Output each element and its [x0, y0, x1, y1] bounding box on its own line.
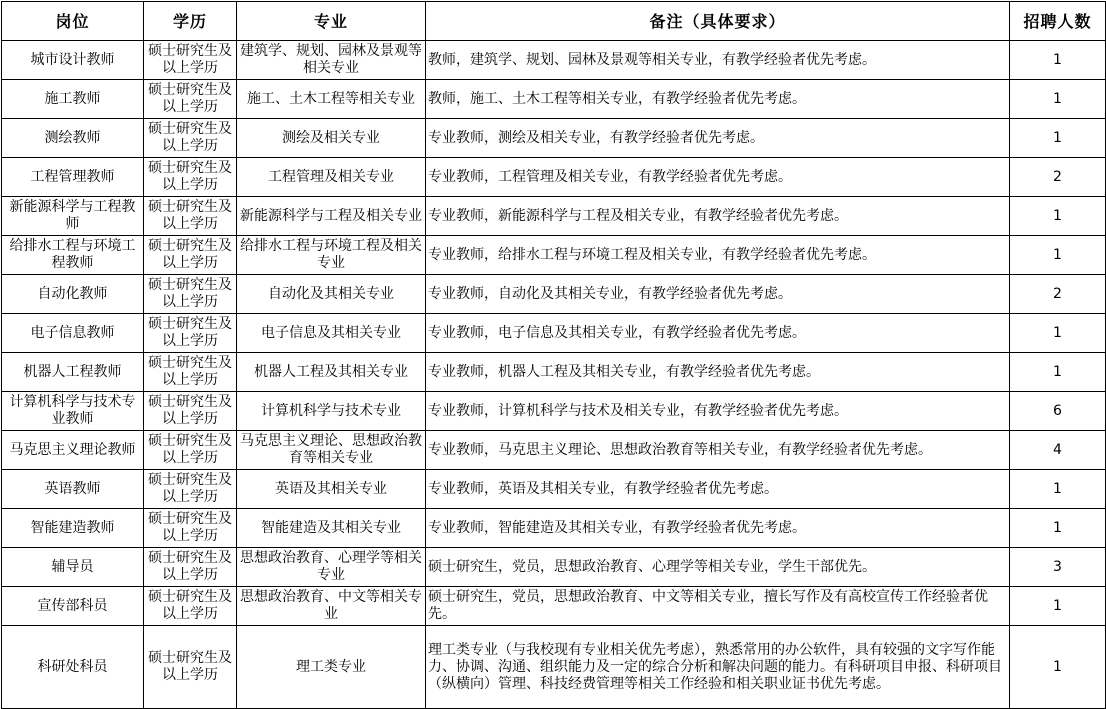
cell-count: 1 — [1010, 41, 1106, 80]
cell-position: 智能建造教师 — [2, 509, 144, 548]
cell-education: 硕士研究生及以上学历 — [144, 80, 237, 119]
cell-major: 测绘及相关专业 — [237, 119, 426, 158]
cell-major: 电子信息及其相关专业 — [237, 314, 426, 353]
cell-position: 马克思主义理论教师 — [2, 431, 144, 470]
cell-education: 硕士研究生及以上学历 — [144, 392, 237, 431]
cell-major: 英语及其相关专业 — [237, 470, 426, 509]
cell-position: 科研处科员 — [2, 626, 144, 709]
cell-remark: 专业教师，马克思主义理论、思想政治教育等相关专业，有教学经验者优先考虑。 — [426, 431, 1010, 470]
cell-major: 自动化及其相关专业 — [237, 275, 426, 314]
table-body — [2, 41, 1106, 709]
cell-education: 硕士研究生及以上学历 — [144, 548, 237, 587]
table-row — [2, 41, 1106, 80]
cell-count: 1 — [1010, 353, 1106, 392]
cell-major: 工程管理及相关专业 — [237, 158, 426, 197]
cell-count: 1 — [1010, 470, 1106, 509]
recruitment-table — [1, 1, 1106, 709]
cell-position: 新能源科学与工程教师 — [2, 197, 144, 236]
cell-remark: 教师，施工、土木工程等相关专业，有教学经验者优先考虑。 — [426, 80, 1010, 119]
cell-position: 英语教师 — [2, 470, 144, 509]
cell-education: 硕士研究生及以上学历 — [144, 509, 237, 548]
cell-major: 智能建造及其相关专业 — [237, 509, 426, 548]
cell-remark: 专业教师，智能建造及其相关专业，有教学经验者优先考虑。 — [426, 509, 1010, 548]
table-row — [2, 626, 1106, 709]
cell-count: 1 — [1010, 119, 1106, 158]
header-position: 岗位 — [2, 2, 144, 41]
cell-count: 3 — [1010, 548, 1106, 587]
cell-position: 计算机科学与技术专业教师 — [2, 392, 144, 431]
header-count: 招聘人数 — [1010, 2, 1106, 41]
cell-education: 硕士研究生及以上学历 — [144, 431, 237, 470]
cell-major: 建筑学、规划、园林及景观等相关专业 — [237, 41, 426, 80]
cell-position: 工程管理教师 — [2, 158, 144, 197]
cell-count: 2 — [1010, 158, 1106, 197]
cell-education: 硕士研究生及以上学历 — [144, 41, 237, 80]
table-row — [2, 197, 1106, 236]
table-row — [2, 587, 1106, 626]
header-row — [2, 2, 1106, 41]
cell-education: 硕士研究生及以上学历 — [144, 626, 237, 709]
cell-remark: 理工类专业（与我校现有专业相关优先考虑），熟悉常用的办公软件，具有较强的文字写作能力、协调、沟通、组织能力及一定的综合分析和解决问题的能力。有科研项目申报、科研项目（纵横向）管理、科技经费管理等相关工作经验和相关职业证书优先考虑。 — [426, 626, 1010, 709]
cell-remark: 专业教师，测绘及相关专业，有教学经验者优先考虑。 — [426, 119, 1010, 158]
cell-count: 1 — [1010, 587, 1106, 626]
cell-education: 硕士研究生及以上学历 — [144, 353, 237, 392]
table-row — [2, 431, 1106, 470]
cell-education: 硕士研究生及以上学历 — [144, 119, 237, 158]
cell-position: 施工教师 — [2, 80, 144, 119]
cell-remark: 专业教师，计算机科学与技术及相关专业，有教学经验者优先考虑。 — [426, 392, 1010, 431]
cell-education: 硕士研究生及以上学历 — [144, 314, 237, 353]
cell-remark: 硕士研究生，党员，思想政治教育、心理学等相关专业，学生干部优先。 — [426, 548, 1010, 587]
cell-major: 马克思主义理论、思想政治教育等相关专业 — [237, 431, 426, 470]
table-row — [2, 392, 1106, 431]
cell-remark: 专业教师，英语及其相关专业，有教学经验者优先考虑。 — [426, 470, 1010, 509]
cell-remark: 专业教师，电子信息及其相关专业，有教学经验者优先考虑。 — [426, 314, 1010, 353]
table-row — [2, 314, 1106, 353]
header-major: 专业 — [237, 2, 426, 41]
cell-count: 1 — [1010, 626, 1106, 709]
cell-count: 4 — [1010, 431, 1106, 470]
cell-position: 机器人工程教师 — [2, 353, 144, 392]
cell-major: 思想政治教育、心理学等相关专业 — [237, 548, 426, 587]
cell-count: 1 — [1010, 314, 1106, 353]
cell-major: 理工类专业 — [237, 626, 426, 709]
cell-count: 1 — [1010, 509, 1106, 548]
cell-remark: 教师，建筑学、规划、园林及景观等相关专业，有教学经验者优先考虑。 — [426, 41, 1010, 80]
cell-major: 思想政治教育、中文等相关专业 — [237, 587, 426, 626]
cell-remark: 专业教师，新能源科学与工程及相关专业，有教学经验者优先考虑。 — [426, 197, 1010, 236]
cell-position: 宣传部科员 — [2, 587, 144, 626]
cell-education: 硕士研究生及以上学历 — [144, 587, 237, 626]
cell-count: 1 — [1010, 236, 1106, 275]
cell-position: 给排水工程与环境工程教师 — [2, 236, 144, 275]
cell-major: 新能源科学与工程及相关专业 — [237, 197, 426, 236]
cell-remark: 专业教师，给排水工程与环境工程及相关专业，有教学经验者优先考虑。 — [426, 236, 1010, 275]
table-row — [2, 548, 1106, 587]
header-education: 学历 — [144, 2, 237, 41]
cell-count: 1 — [1010, 197, 1106, 236]
cell-position: 辅导员 — [2, 548, 144, 587]
table-row — [2, 80, 1106, 119]
cell-education: 硕士研究生及以上学历 — [144, 158, 237, 197]
table-row — [2, 236, 1106, 275]
cell-major: 计算机科学与技术专业 — [237, 392, 426, 431]
cell-education: 硕士研究生及以上学历 — [144, 236, 237, 275]
cell-education: 硕士研究生及以上学历 — [144, 197, 237, 236]
cell-remark: 专业教师，机器人工程及其相关专业，有教学经验者优先考虑。 — [426, 353, 1010, 392]
table-row — [2, 470, 1106, 509]
table-row — [2, 353, 1106, 392]
cell-major: 给排水工程与环境工程及相关专业 — [237, 236, 426, 275]
cell-count: 2 — [1010, 275, 1106, 314]
cell-count: 1 — [1010, 80, 1106, 119]
cell-major: 施工、土木工程等相关专业 — [237, 80, 426, 119]
table-row — [2, 275, 1106, 314]
cell-position: 测绘教师 — [2, 119, 144, 158]
cell-position: 电子信息教师 — [2, 314, 144, 353]
cell-remark: 专业教师，自动化及其相关专业，有教学经验者优先考虑。 — [426, 275, 1010, 314]
table-row — [2, 119, 1106, 158]
table-row — [2, 509, 1106, 548]
cell-education: 硕士研究生及以上学历 — [144, 275, 237, 314]
cell-education: 硕士研究生及以上学历 — [144, 470, 237, 509]
cell-count: 6 — [1010, 392, 1106, 431]
cell-position: 自动化教师 — [2, 275, 144, 314]
cell-position: 城市设计教师 — [2, 41, 144, 80]
header-remark: 备注（具体要求） — [426, 2, 1010, 41]
cell-remark: 硕士研究生，党员，思想政治教育、中文等相关专业，擅长写作及有高校宣传工作经验者优先。 — [426, 587, 1010, 626]
cell-remark: 专业教师，工程管理及相关专业，有教学经验者优先考虑。 — [426, 158, 1010, 197]
cell-major: 机器人工程及其相关专业 — [237, 353, 426, 392]
table-row — [2, 158, 1106, 197]
